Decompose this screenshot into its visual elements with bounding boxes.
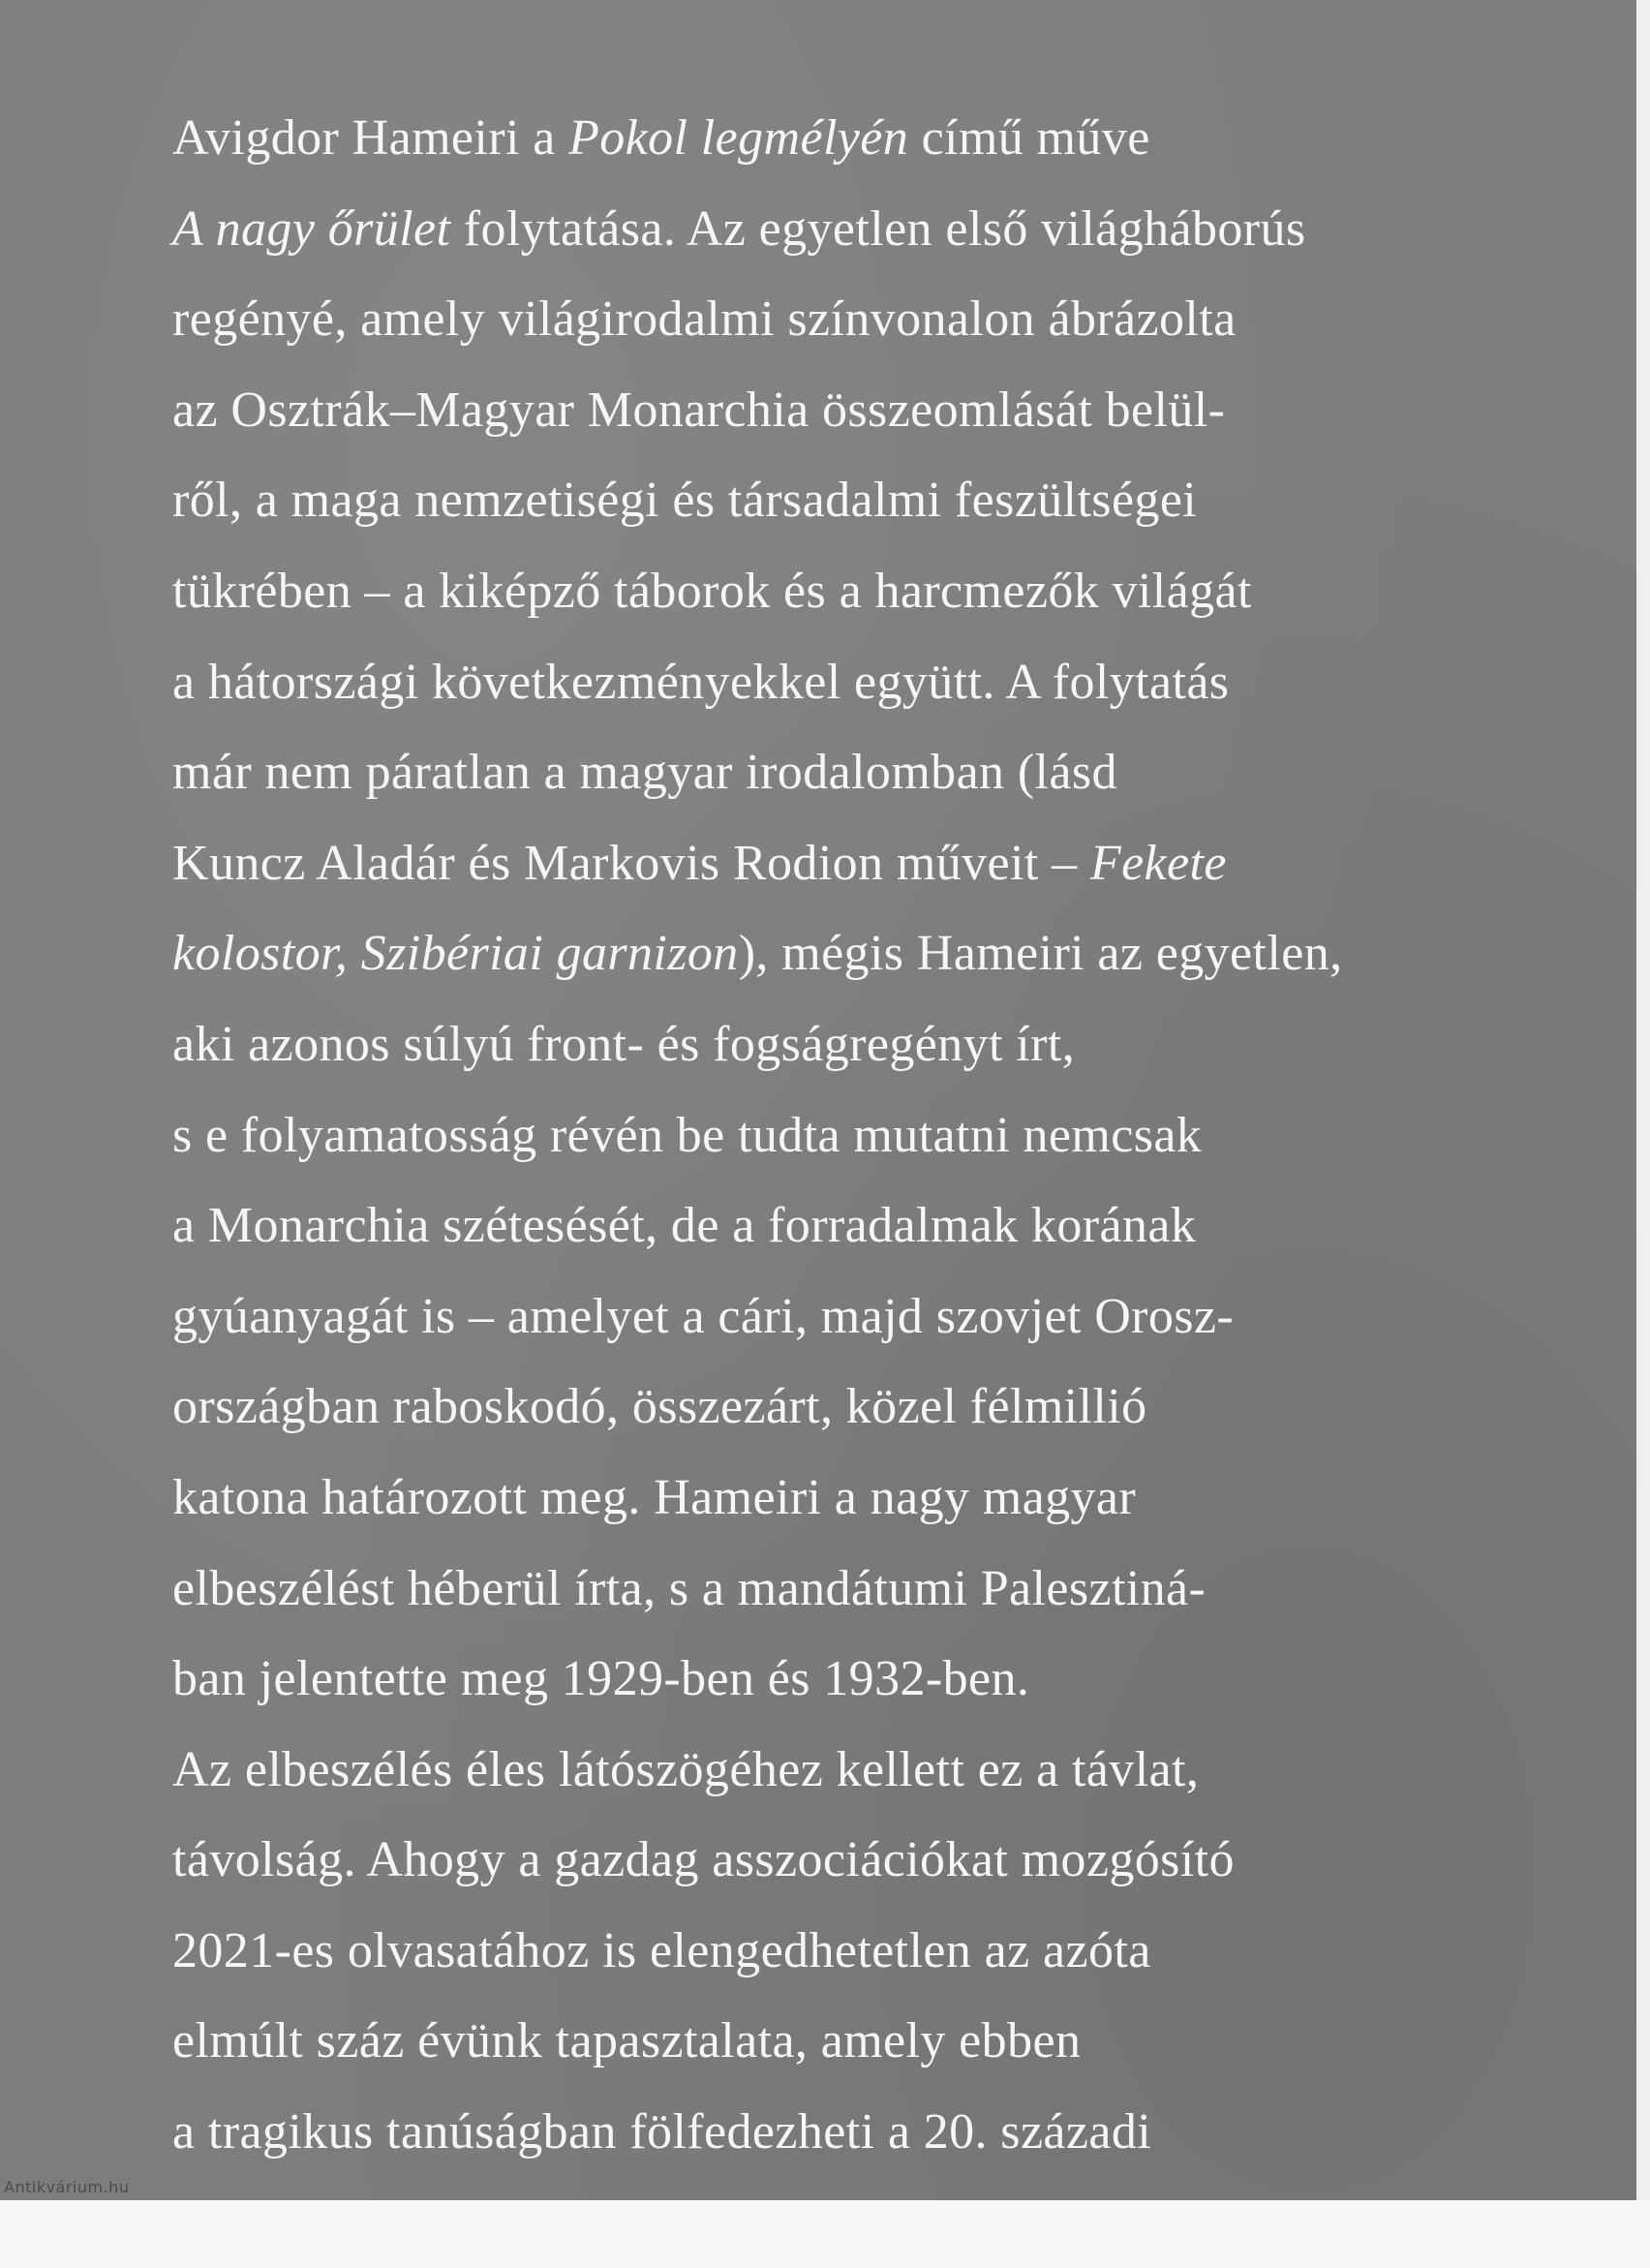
- blurb-line: a hátországi következményekkel együtt. A folytatás: [172, 654, 1230, 710]
- blurb-line: regényé, amely világirodalmi színvonalon ábrázolta: [172, 291, 1237, 348]
- watermark: Antikvárium.hu: [4, 2178, 130, 2196]
- blurb-line: Az elbeszélés éles látószögéhez kellett ez a távlat,: [172, 1741, 1200, 1797]
- blurb-line: s e folyamatosság révén be tudta mutatni nemcsak: [172, 1107, 1203, 1163]
- blurb-line: aki azonos súlyú front- és fogságregényt írt,: [172, 1016, 1076, 1072]
- blurb-line: Avigdor Hameiri a Pokol legmélyén című műve: [172, 110, 1150, 166]
- blurb-line: ban jelentette meg 1929-ben és 1932-ben.: [172, 1651, 1030, 1707]
- blurb-line: országban raboskodó, összezárt, közel félmillió: [172, 1379, 1147, 1435]
- blurb-text: [172, 93, 1538, 2268]
- blurb-line: az Osztrák–Magyar Monarchia összeomlását belül-: [172, 382, 1226, 438]
- blurb-line: Kuncz Aladár és Markovis Rodion műveit – Fekete: [172, 835, 1227, 891]
- blurb-line: a Monarchia szétesését, de a forradalmak korának: [172, 1198, 1197, 1254]
- blurb-line: apokalipszis eredőit.: [172, 2194, 595, 2251]
- blurb-line: elbeszélést héberül írta, s a mandátumi Palesztiná-: [172, 1560, 1207, 1616]
- blurb-line: már nem páratlan a magyar irodalomban (lásd: [172, 745, 1117, 801]
- blurb-line: A nagy őrület folytatása. Az egyetlen első világháborús: [172, 200, 1306, 257]
- blurb-line: kolostor, Szibériai garnizon), mégis Hameiri az egyetlen,: [172, 926, 1343, 982]
- blurb-line: a tragikus tanúságban fölfedezheti a 20. századi: [172, 2104, 1152, 2161]
- blurb-line: gyúanyagát is – amelyet a cári, majd szovjet Orosz-: [172, 1288, 1235, 1344]
- blurb-line: katona határozott meg. Hameiri a nagy magyar: [172, 1469, 1137, 1525]
- blurb-line: elmúlt száz évünk tapasztalata, amely ebben: [172, 2013, 1082, 2069]
- blurb-line: ről, a maga nemzetiségi és társadalmi feszültségei: [172, 473, 1198, 529]
- blurb-line: 2021-es olvasatához is elengedhetetlen az azóta: [172, 1922, 1151, 1978]
- blurb-line: tükrében – a kiképző táborok és a harcmezők világát: [172, 563, 1252, 619]
- blurb-line: távolság. Ahogy a gazdag asszociációkat mozgósító: [172, 1832, 1235, 1888]
